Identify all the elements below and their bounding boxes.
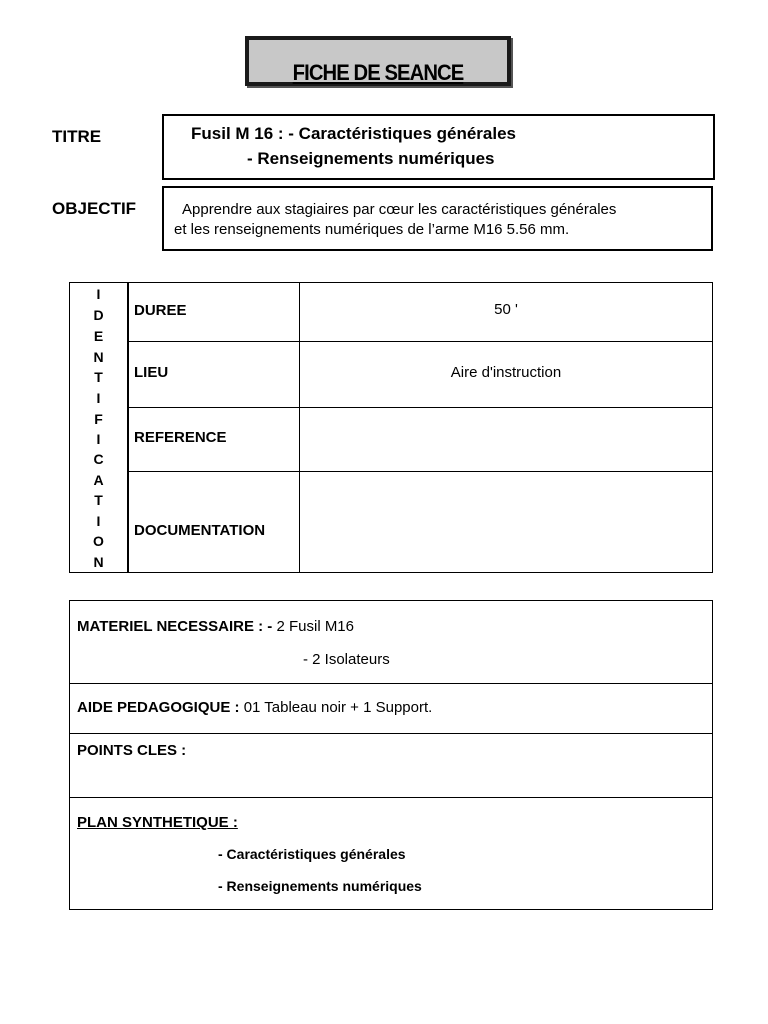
vertical-letter: C (93, 451, 104, 467)
vertical-letter: I (96, 431, 101, 447)
row-divider (70, 683, 712, 684)
lieu-key: LIEU (134, 364, 169, 381)
objectif-label: OBJECTIF (52, 199, 137, 218)
aide-label: AIDE PEDAGOGIQUE : (77, 699, 240, 716)
duree-key: DUREE (134, 302, 187, 319)
vertical-letter: F (94, 411, 103, 427)
plan-label: PLAN SYNTHETIQUE : (77, 814, 238, 831)
objectif-box (162, 186, 713, 251)
vertical-letter: E (93, 328, 104, 344)
vertical-letter: A (93, 472, 104, 488)
vertical-letter: N (93, 349, 104, 365)
titre-line-1: Fusil M 16 : - Caractéristiques générales (191, 124, 517, 143)
vertical-letter: I (96, 286, 101, 302)
duree-value: 50 ' (494, 301, 518, 318)
reference-key: REFERENCE (134, 429, 227, 446)
plan-item-2: - Renseignements numériques (218, 878, 422, 894)
plan-item-1: - Caractéristiques générales (218, 846, 406, 862)
row-divider (127, 471, 712, 472)
identification-table (69, 282, 713, 573)
lieu-value: Aire d'instruction (450, 364, 562, 381)
objectif-line-1: Apprendre aux stagiaires par cœur les caractéristiques générales (182, 201, 617, 218)
row-divider (70, 733, 712, 734)
page-title: FICHE DE SEANCE (292, 60, 464, 85)
row-divider (70, 797, 712, 798)
points-cles-label: POINTS CLES : (77, 742, 187, 759)
aide-row (77, 699, 432, 716)
vertical-letter: T (94, 492, 103, 508)
titre-box (162, 114, 715, 180)
vertical-letter: D (93, 307, 104, 323)
titre-line-2: - Renseignements numériques (247, 149, 495, 168)
vertical-letter: T (94, 369, 103, 385)
row-divider (127, 341, 712, 342)
objectif-line-2: et les renseignements numériques de l’arme M16 5.56 mm. (174, 221, 570, 238)
identification-vertical-column (70, 283, 129, 572)
vertical-letter: I (96, 513, 101, 529)
title-box (245, 36, 511, 86)
materiel-item-1: 2 Fusil M16 (276, 618, 354, 635)
vertical-letter: O (93, 533, 104, 549)
materiel-row (77, 618, 354, 635)
info-table (69, 600, 713, 910)
titre-label: TITRE (52, 127, 102, 146)
materiel-label: MATERIEL NECESSAIRE : - (77, 618, 273, 635)
vertical-letter: I (96, 390, 101, 406)
row-divider (127, 407, 712, 408)
materiel-item-2: - 2 Isolateurs (303, 651, 390, 668)
vertical-letter: N (93, 554, 104, 570)
aide-value: 01 Tableau noir + 1 Support. (243, 699, 433, 716)
documentation-key: DOCUMENTATION (134, 522, 266, 539)
